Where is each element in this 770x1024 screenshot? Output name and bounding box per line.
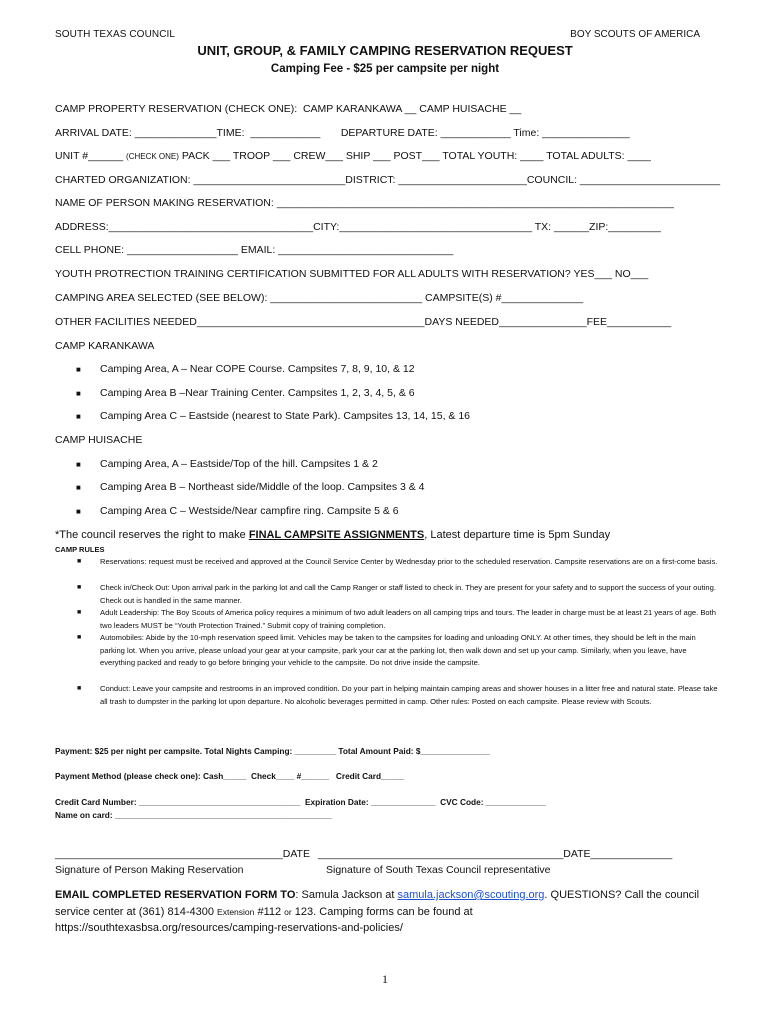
bullet-icon: ■: [76, 412, 81, 421]
camping-forms-url[interactable]: https://southtexasbsa.org/resources/camping-reservations-and-policies/: [55, 922, 403, 934]
bullet-icon: ■: [77, 685, 82, 692]
camping-area-line[interactable]: CAMPING AREA SELECTED (SEE BELOW): __________________________ CAMPSITE(S) #______________: [55, 292, 584, 304]
ypt-line[interactable]: YOUTH PROTRECTION TRAINING CERTIFICATION SUBMITTED FOR ALL ADULTS WITH RESERVATION? YES___ NO___: [55, 268, 649, 280]
property-line[interactable]: CAMP PROPERTY RESERVATION (CHECK ONE): CAMP KARANKAWA __ CAMP HUISACHE __: [55, 103, 522, 115]
rule-reservations: Reservations: request must be received and approved at the Council Service Center by Wednesday prior to the scheduled reservation. Campsite reservations are on a first-come basis.: [100, 557, 718, 566]
rule-automobiles: Automobiles: Abide by the 10-mph reservation speed limit. Vehicles may be taken to the campsites for loading and unloading ONLY. At other times, they should be left in the main parking lot. When you arrive, please unload your gear at your campsite, park your car at the parking lot, then walk down and set up your camp. Similarly, when you leave, have everything packed and ready to go before bringing your vehicle to the campsite. Do not drive inside the campsite.: [100, 633, 696, 668]
camp-rules-heading: CAMP RULES: [55, 545, 105, 554]
karankawa-area-b: Camping Area B –Near Training Center. Campsites 1, 2, 3, 4, 5, & 6: [100, 387, 415, 399]
arrival-line[interactable]: ARRIVAL DATE: ______________TIME: ____________ DEPARTURE DATE: ____________ Time: _______________: [55, 127, 630, 139]
karankawa-area-a: Camping Area, A – Near COPE Course. Campsites 7, 8, 9, 10, & 12: [100, 363, 415, 375]
karankawa-area-c: Camping Area C – Eastside (nearest to State Park). Campsites 13, 14, 15, & 16: [100, 410, 471, 422]
name-line[interactable]: NAME OF PERSON MAKING RESERVATION: ____________________________________________________________________: [55, 197, 674, 209]
bullet-icon: ■: [76, 483, 81, 492]
rule-check-in: Check in/Check Out: Upon arrival park in the parking lot and call the Camp Ranger or staff listed to check in. They are present for your safety and to support the success of your outing. Check out is handled in the same manner.: [100, 583, 716, 605]
contact-email-link[interactable]: samula.jackson@scouting.org: [397, 889, 545, 901]
payment-method-line[interactable]: Payment Method (please check one): Cash_____ Check____ #______ Credit Card_____: [55, 771, 405, 781]
final-assignments-emphasis: FINAL CAMPSITE ASSIGNMENTS: [248, 529, 425, 541]
submission-instructions: EMAIL COMPLETED RESERVATION FORM TO: Samula Jackson at samula.jackson@scouting.org. QUESTIONS? Call the council service center at (361) 814-4300 Extension #112 or 123. Camping forms can be found at https://southtexasbsa.org/resources/camping-reservations-and-policies/: [55, 889, 700, 934]
huisache-area-b: Camping Area B – Northeast side/Middle of the loop. Campsites 3 & 4: [100, 481, 425, 493]
page-number: 1: [382, 972, 388, 986]
karankawa-heading: CAMP KARANKAWA: [55, 340, 155, 352]
form-title: UNIT, GROUP, & FAMILY CAMPING RESERVATION REQUEST: [197, 43, 573, 58]
name-on-card-line[interactable]: Name on card: _______________________________________________: [55, 810, 332, 820]
unit-number-field[interactable]: UNIT #______: [55, 150, 127, 162]
organization-name: BOY SCOUTS OF AMERICA: [570, 29, 700, 40]
bullet-icon: ■: [76, 507, 81, 516]
council-name: SOUTH TEXAS COUNCIL: [55, 29, 176, 40]
bullet-icon: ■: [77, 634, 82, 641]
huisache-area-a: Camping Area, A – Eastside/Top of the hill. Campsites 1 & 2: [100, 458, 378, 470]
bullet-icon: ■: [77, 584, 82, 591]
council-signature-line[interactable]: __________________________________________DATE______________: [318, 848, 673, 860]
bullet-icon: ■: [77, 609, 82, 616]
unit-line[interactable]: [55, 150, 651, 162]
council-signature-label: Signature of South Texas Council representative: [326, 864, 551, 876]
bullet-icon: ■: [77, 558, 82, 565]
campsite-assignment-note: *The council reserves the right to make FINAL CAMPSITE ASSIGNMENTS, Latest departure time is 5pm Sunday: [55, 529, 611, 541]
bullet-icon: ■: [76, 389, 81, 398]
requester-signature-line[interactable]: _______________________________________DATE: [55, 848, 310, 860]
email-form-label: EMAIL COMPLETED RESERVATION FORM TO: [55, 889, 296, 901]
phone-line[interactable]: CELL PHONE: ___________________ EMAIL: ______________________________: [55, 244, 454, 256]
organization-line[interactable]: CHARTED ORGANIZATION: __________________________DISTRICT: ______________________COUNCIL: ________________________: [55, 174, 721, 186]
requester-signature-label: Signature of Person Making Reservation: [55, 864, 244, 876]
credit-card-line[interactable]: Credit Card Number: ___________________________________ Expiration Date: ______________ CVC Code: _____________: [55, 797, 546, 807]
bullet-icon: ■: [76, 460, 81, 469]
rule-conduct: Conduct: Leave your campsite and restrooms in an improved condition. Do your part in helping maintain camping areas and shower houses in a litter free and natural state. Please take all trash to dumpster in the parking lot upon departure. No alcoholic beverages permitted in camp. Other rules: Posted on each campsite. Please review with Scouts.: [100, 684, 718, 706]
facilities-line[interactable]: OTHER FACILITIES NEEDED_______________________________________DAYS NEEDED_______________FEE___________: [55, 316, 672, 328]
payment-total-line[interactable]: Payment: $25 per night per campsite. Total Nights Camping: _________ Total Amount Paid: $_______________: [55, 746, 490, 756]
huisache-heading: CAMP HUISACHE: [55, 434, 143, 446]
bullet-icon: ■: [76, 365, 81, 374]
address-line[interactable]: ADDRESS:___________________________________CITY:_________________________________ TX: ______ZIP:_________: [55, 221, 661, 233]
camping-fee: Camping Fee - $25 per campsite per night: [270, 63, 500, 75]
unit-type-fields[interactable]: PACK ___ TROOP ___ CREW___ SHIP ___ POST___ TOTAL YOUTH: ____ TOTAL ADULTS: ____: [178, 150, 651, 162]
huisache-area-c: Camping Area C – Westside/Near campfire ring. Campsite 5 & 6: [100, 505, 399, 517]
unit-check-hint: (CHECK ONE): [126, 152, 179, 161]
rule-adult-leadership: Adult Leadership: The Boy Scouts of America policy requires a minimum of two adult leaders on all camping trips and tours. The leader in charge must be at least 21 years of age. Both two leaders MUST be “Youth Protection Trained.” Submit copy of training completion.: [100, 608, 716, 630]
